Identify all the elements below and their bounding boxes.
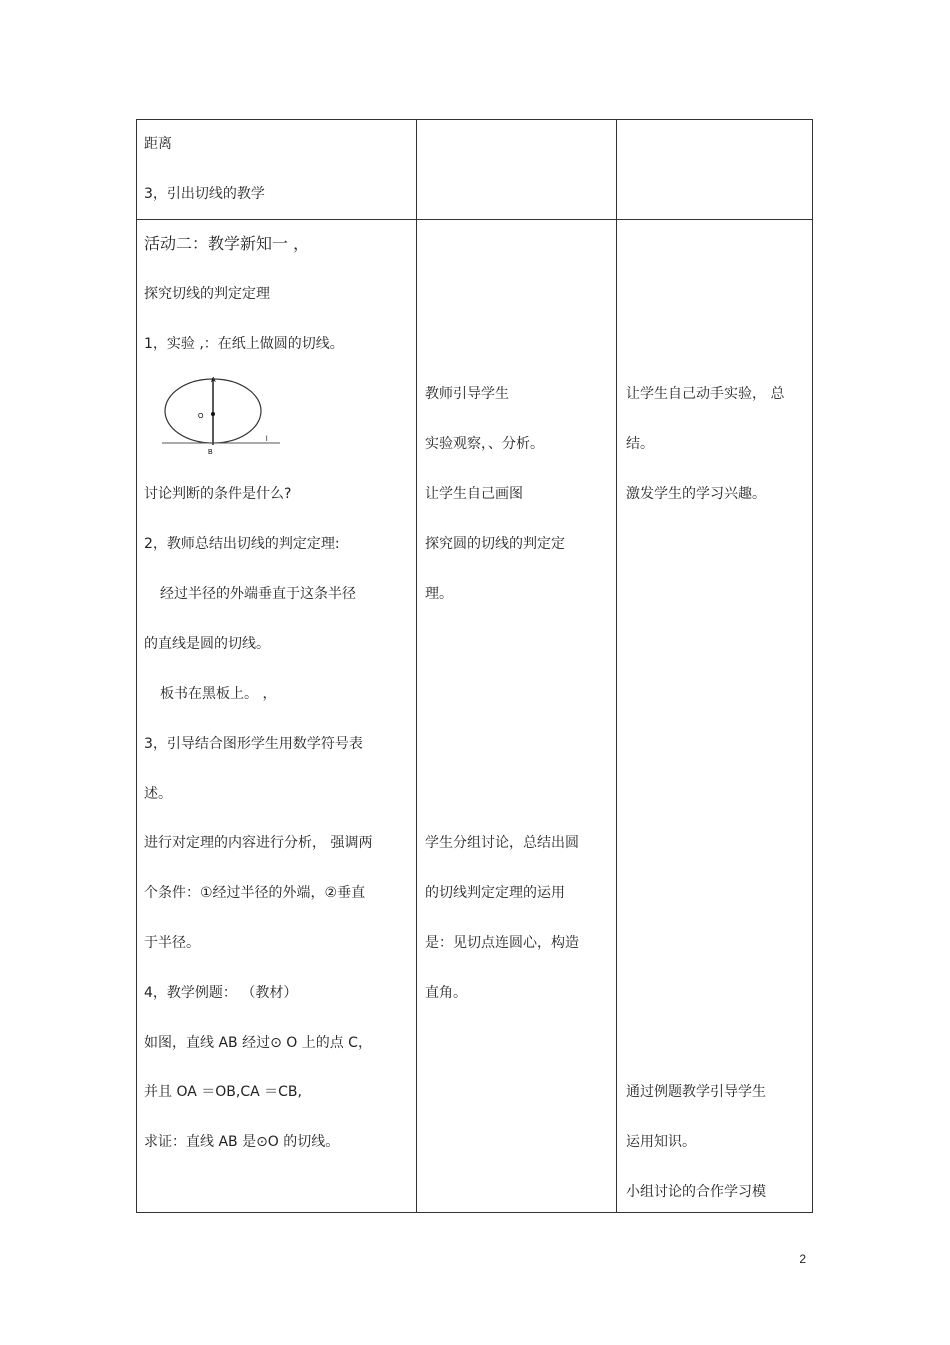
col1-line: 1，实验 ,：在纸上做圆的切线。 bbox=[144, 336, 344, 352]
col3-line: 让学生自己动手实验， 总 bbox=[626, 386, 785, 402]
col2-line: 理。 bbox=[425, 586, 453, 602]
col2-line: 是：见切点连圆心，构造 bbox=[425, 935, 579, 951]
col2-line: 教师引导学生 bbox=[425, 386, 509, 402]
col1-line: 并且 OA ＝OB,CA ＝CB, bbox=[144, 1084, 302, 1100]
col3-line: 小组讨论的合作学习模 bbox=[626, 1184, 766, 1200]
col1-line: 于半径。 bbox=[144, 935, 200, 951]
col2-line: 探究圆的切线的判定定 bbox=[425, 536, 565, 552]
col1-line: 2，教师总结出切线的判定定理: bbox=[144, 536, 340, 552]
col1-line: 个条件：①经过半径的外端，②垂直 bbox=[144, 885, 366, 901]
label-a: A bbox=[211, 377, 216, 384]
col2-line: 让学生自己画图 bbox=[425, 486, 523, 502]
col1-line: 探究切线的判定定理 bbox=[144, 286, 270, 302]
tangent-circle-figure bbox=[160, 374, 285, 458]
column-divider bbox=[416, 120, 417, 1212]
col1-line: 4，教学例题： （教材） bbox=[144, 985, 298, 1001]
row1-text: 3，引出切线的教学 bbox=[144, 186, 265, 202]
col1-line: 经过半径的外端垂直于这条半径 bbox=[160, 586, 356, 602]
col1-line: 板书在黑板上。 ， bbox=[160, 686, 277, 702]
label-l: l bbox=[266, 436, 268, 443]
col3-line: 运用知识。 bbox=[626, 1134, 696, 1150]
col2-line: 直角。 bbox=[425, 985, 467, 1001]
page-number: 2 bbox=[799, 1252, 806, 1266]
col1-line: 如图，直线 AB 经过⊙ O 上的点 C， bbox=[144, 1035, 372, 1051]
activity-heading: 活动二：教学新知一 ， bbox=[144, 234, 310, 253]
column-divider bbox=[616, 120, 617, 1212]
col1-line: 3，引导结合图形学生用数学符号表 bbox=[144, 736, 363, 752]
col2-line: 的切线判定定理的运用 bbox=[425, 885, 565, 901]
col1-line: 进行对定理的内容进行分析， 强调两 bbox=[144, 835, 373, 851]
col1-line: 述。 bbox=[144, 786, 172, 802]
col3-line: 通过例题教学引导学生 bbox=[626, 1084, 766, 1100]
col2-line: 学生分组讨论，总结出圆 bbox=[425, 835, 579, 851]
label-b: B bbox=[208, 449, 213, 456]
col2-line: 实验观察，、分析。 bbox=[425, 436, 544, 452]
row-divider bbox=[137, 219, 812, 220]
col3-line: 结。 bbox=[626, 436, 654, 452]
col1-line: 求证：直线 AB 是⊙O 的切线。 bbox=[144, 1134, 340, 1150]
center-point bbox=[211, 412, 215, 416]
row1-text: 距离 bbox=[144, 136, 172, 152]
label-o: O bbox=[198, 413, 204, 420]
col1-line: 的直线是圆的切线。 bbox=[144, 636, 270, 652]
col1-line: 讨论判断的条件是什么? bbox=[144, 486, 292, 502]
col3-line: 激发学生的学习兴趣。 bbox=[626, 486, 766, 502]
